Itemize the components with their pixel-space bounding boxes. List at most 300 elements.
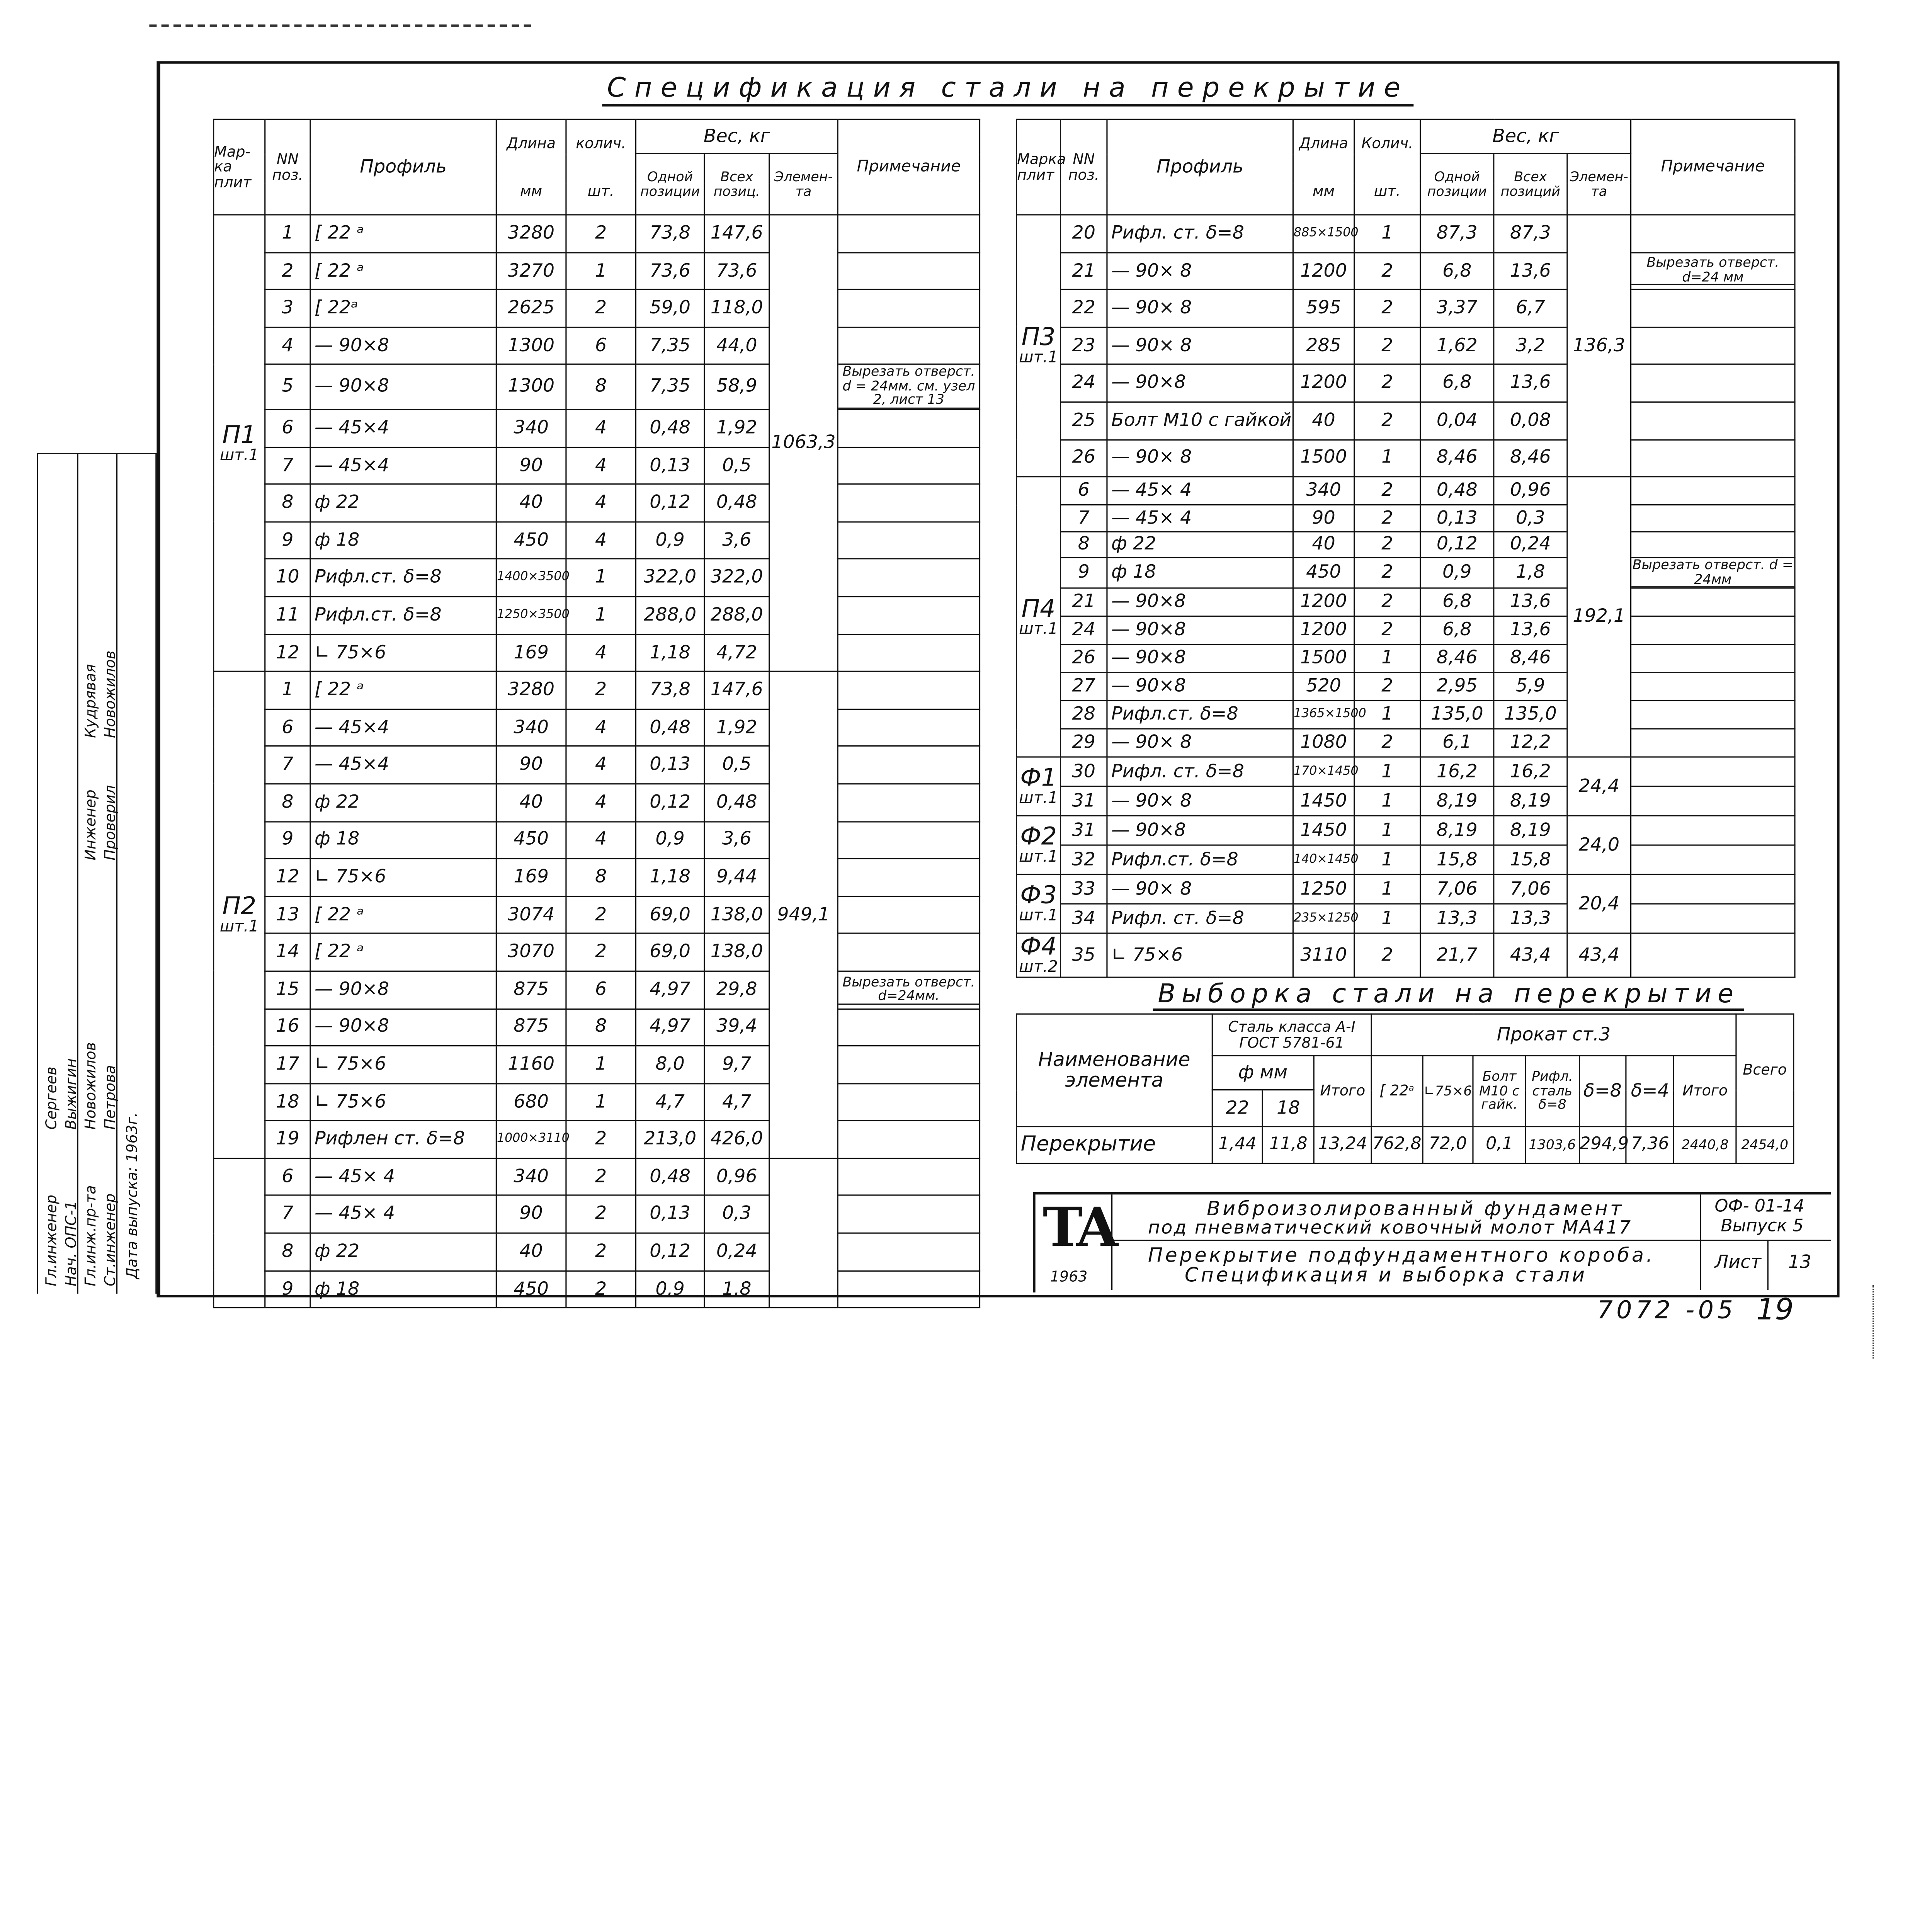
left-qty: 4 bbox=[566, 634, 636, 672]
right-qty: 2 bbox=[1354, 558, 1420, 588]
left-qty: 2 bbox=[566, 1196, 636, 1233]
left-length: 3070 bbox=[496, 934, 566, 971]
left-note bbox=[838, 859, 980, 896]
left-profile: ф 22 bbox=[310, 784, 496, 821]
right-note bbox=[1631, 875, 1795, 904]
right-h-one: Одной позиции bbox=[1420, 154, 1494, 215]
left-qty: 2 bbox=[566, 1158, 636, 1196]
sample-steel-class: Сталь класса А-I ГОСТ 5781-61 bbox=[1212, 1014, 1372, 1056]
table-row bbox=[1017, 477, 1795, 505]
left-length: 90 bbox=[496, 447, 566, 484]
sample-value: 7,36 bbox=[1626, 1127, 1674, 1163]
right-qty: 2 bbox=[1354, 673, 1420, 701]
left-weight-one: 288,0 bbox=[636, 597, 704, 634]
left-pos: 19 bbox=[265, 1121, 310, 1158]
right-length: 3110 bbox=[1293, 934, 1354, 977]
left-weight-all: 0,5 bbox=[704, 447, 769, 484]
left-note bbox=[838, 559, 980, 597]
left-pos: 9 bbox=[265, 522, 310, 559]
table-row bbox=[214, 597, 980, 634]
right-note bbox=[1631, 402, 1795, 439]
right-note bbox=[1631, 439, 1795, 477]
table-row bbox=[214, 364, 980, 409]
right-group-total: 24,0 bbox=[1567, 816, 1631, 875]
left-profile: — 45×4 bbox=[310, 747, 496, 784]
table-row bbox=[214, 327, 980, 365]
left-pos: 12 bbox=[265, 859, 310, 896]
left-qty: 4 bbox=[566, 784, 636, 821]
table-row bbox=[214, 522, 980, 559]
left-pos: 17 bbox=[265, 1046, 310, 1083]
right-profile: Рифл.ст. δ=8 bbox=[1107, 845, 1293, 875]
right-weight-all: 1,8 bbox=[1494, 558, 1567, 588]
left-profile: — 90×8 bbox=[310, 364, 496, 409]
right-qty: 1 bbox=[1354, 845, 1420, 875]
right-weight-all: 12,2 bbox=[1494, 729, 1567, 757]
right-weight-one: 13,3 bbox=[1420, 904, 1494, 934]
left-pos: 1 bbox=[265, 215, 310, 252]
right-pos: 21 bbox=[1061, 252, 1107, 290]
right-weight-all: 0,24 bbox=[1494, 531, 1567, 558]
right-h-element: Элемен- та bbox=[1567, 154, 1631, 215]
sample-d18: 18 bbox=[1263, 1090, 1314, 1127]
left-note bbox=[838, 634, 980, 672]
left-weight-one: 322,0 bbox=[636, 559, 704, 597]
left-note bbox=[838, 327, 980, 365]
left-length: 450 bbox=[496, 1270, 566, 1308]
left-note bbox=[838, 821, 980, 859]
right-group-total: 24,4 bbox=[1567, 757, 1631, 816]
right-weight-one: 8,19 bbox=[1420, 787, 1494, 816]
side-top-role: Проверил bbox=[101, 785, 119, 861]
left-weight-all: 58,9 bbox=[704, 364, 769, 409]
left-length: 340 bbox=[496, 709, 566, 747]
stamp-sheet-label: Лист bbox=[1714, 1251, 1761, 1273]
sample-value: 13,24 bbox=[1314, 1127, 1371, 1163]
stamp-sheet-divider bbox=[1767, 1240, 1769, 1290]
table-row bbox=[1017, 402, 1795, 439]
table-row bbox=[214, 1196, 980, 1233]
right-pos: 30 bbox=[1061, 757, 1107, 787]
left-profile: ф 18 bbox=[310, 821, 496, 859]
left-note bbox=[838, 252, 980, 290]
stamp-sheet-number: 13 bbox=[1788, 1251, 1812, 1273]
left-pos: 7 bbox=[265, 1196, 310, 1233]
right-profile: — 90×8 bbox=[1107, 617, 1293, 645]
left-weight-one: 0,9 bbox=[636, 1270, 704, 1308]
right-weight-all: 8,19 bbox=[1494, 787, 1567, 816]
left-weight-one: 7,35 bbox=[636, 327, 704, 365]
left-length: 169 bbox=[496, 634, 566, 672]
table-row bbox=[214, 1270, 980, 1308]
right-weight-one: 8,46 bbox=[1420, 645, 1494, 673]
table-row bbox=[214, 971, 980, 1009]
right-note bbox=[1631, 558, 1795, 588]
left-profile: ф 22 bbox=[310, 484, 496, 522]
left-length: 90 bbox=[496, 747, 566, 784]
right-qty: 2 bbox=[1354, 290, 1420, 327]
left-note bbox=[838, 934, 980, 971]
right-note bbox=[1631, 645, 1795, 673]
right-group-mark: Ф3 шт.1 bbox=[1017, 875, 1061, 934]
left-weight-all: 0,48 bbox=[704, 784, 769, 821]
table-row bbox=[214, 484, 980, 522]
table-row bbox=[1017, 617, 1795, 645]
left-weight-one: 0,12 bbox=[636, 484, 704, 522]
right-weight-one: 15,8 bbox=[1420, 845, 1494, 875]
right-profile: — 90×8 bbox=[1107, 673, 1293, 701]
right-group-mark: П3 шт.1 bbox=[1017, 215, 1061, 477]
right-h-note: Примечание bbox=[1631, 119, 1795, 215]
left-note bbox=[838, 672, 980, 709]
sample-s8: δ=8 bbox=[1579, 1056, 1626, 1127]
left-pos: 8 bbox=[265, 784, 310, 821]
left-weight-one: 0,9 bbox=[636, 821, 704, 859]
stamp-title2: под пневматический ковочный молот МА417 bbox=[1148, 1216, 1632, 1239]
right-profile: — 90×8 bbox=[1107, 364, 1293, 402]
title-block bbox=[1033, 1192, 1831, 1293]
side-name: Новожилов bbox=[82, 1042, 99, 1130]
right-pos: 35 bbox=[1061, 934, 1107, 977]
right-qty: 1 bbox=[1354, 645, 1420, 673]
left-group-total: 1063,3 bbox=[769, 215, 838, 672]
left-note bbox=[838, 522, 980, 559]
left-qty: 4 bbox=[566, 484, 636, 522]
table-row bbox=[214, 672, 980, 709]
stamp-title1: Виброизолированный фундамент bbox=[1207, 1197, 1624, 1220]
left-length: 1400×3500 bbox=[496, 559, 566, 597]
left-weight-all: 1,92 bbox=[704, 709, 769, 747]
left-weight-all: 322,0 bbox=[704, 559, 769, 597]
table-row bbox=[1017, 439, 1795, 477]
right-group-mark: П4 шт.1 bbox=[1017, 477, 1061, 757]
left-weight-one: 0,12 bbox=[636, 1233, 704, 1270]
left-profile: — 45×4 bbox=[310, 410, 496, 447]
sample-value: 1303,6 bbox=[1526, 1127, 1579, 1163]
right-weight-all: 8,46 bbox=[1494, 645, 1567, 673]
left-group-mark bbox=[214, 1158, 265, 1308]
right-weight-all: 0,96 bbox=[1494, 477, 1567, 505]
right-pos: 29 bbox=[1061, 729, 1107, 757]
right-weight-one: 2,95 bbox=[1420, 673, 1494, 701]
right-length: 40 bbox=[1293, 402, 1354, 439]
left-length: 1000×3110 bbox=[496, 1121, 566, 1158]
left-h-note: Примечание bbox=[838, 119, 980, 215]
table-row bbox=[1017, 364, 1795, 402]
right-h-marka: Марка плит bbox=[1017, 119, 1061, 215]
right-weight-all: 0,3 bbox=[1494, 505, 1567, 531]
left-pos: 14 bbox=[265, 934, 310, 971]
left-qty: 4 bbox=[566, 747, 636, 784]
sample-value: 11,8 bbox=[1263, 1127, 1314, 1163]
right-profile: ф 22 bbox=[1107, 531, 1293, 558]
right-qty: 2 bbox=[1354, 588, 1420, 617]
right-profile: — 90×8 bbox=[1107, 588, 1293, 617]
left-pos: 1 bbox=[265, 672, 310, 709]
left-pos: 12 bbox=[265, 634, 310, 672]
left-length: 1250×3500 bbox=[496, 597, 566, 634]
left-weight-all: 73,6 bbox=[704, 252, 769, 290]
left-weight-all: 9,44 bbox=[704, 859, 769, 896]
table-row bbox=[214, 559, 980, 597]
right-profile: — 90× 8 bbox=[1107, 787, 1293, 816]
sample-value: 2440,8 bbox=[1674, 1127, 1736, 1163]
right-h-weight: Вес, кг bbox=[1420, 119, 1631, 154]
left-weight-all: 138,0 bbox=[704, 896, 769, 934]
left-pos: 4 bbox=[265, 327, 310, 365]
right-qty: 2 bbox=[1354, 531, 1420, 558]
left-note bbox=[838, 747, 980, 784]
left-qty: 6 bbox=[566, 327, 636, 365]
table-row bbox=[214, 252, 980, 290]
right-spec-table bbox=[1016, 119, 1796, 978]
right-weight-all: 15,8 bbox=[1494, 845, 1567, 875]
right-length: 595 bbox=[1293, 290, 1354, 327]
table-row bbox=[214, 1121, 980, 1158]
side-top-name: Кудрявая bbox=[82, 664, 99, 738]
right-length: 1500 bbox=[1293, 645, 1354, 673]
left-weight-all: 0,5 bbox=[704, 747, 769, 784]
left-weight-all: 147,6 bbox=[704, 672, 769, 709]
left-weight-all: 138,0 bbox=[704, 934, 769, 971]
left-note bbox=[838, 1083, 980, 1121]
side-top-name: Новожилов bbox=[101, 650, 119, 738]
right-weight-all: 13,6 bbox=[1494, 252, 1567, 290]
right-note bbox=[1631, 757, 1795, 787]
left-note bbox=[838, 447, 980, 484]
right-note bbox=[1631, 729, 1795, 757]
right-length: 1450 bbox=[1293, 787, 1354, 816]
sample-itogo2: Итого bbox=[1674, 1056, 1736, 1127]
table-row bbox=[1017, 558, 1795, 588]
right-qty: 1 bbox=[1354, 757, 1420, 787]
side-bottom-block bbox=[38, 650, 197, 1291]
right-pos: 27 bbox=[1061, 673, 1107, 701]
right-weight-all: 6,7 bbox=[1494, 290, 1567, 327]
right-note bbox=[1631, 701, 1795, 729]
table-row bbox=[1017, 673, 1795, 701]
table-row bbox=[1017, 816, 1795, 845]
right-profile: Болт М10 с гайкой bbox=[1107, 402, 1293, 439]
right-profile: — 90×8 bbox=[1107, 816, 1293, 845]
left-weight-all: 39,4 bbox=[704, 1009, 769, 1046]
right-pos: 31 bbox=[1061, 816, 1107, 845]
left-pos: 9 bbox=[265, 821, 310, 859]
right-note bbox=[1631, 816, 1795, 845]
left-qty: 1 bbox=[566, 252, 636, 290]
left-length: 3074 bbox=[496, 896, 566, 934]
left-length: 875 bbox=[496, 1009, 566, 1046]
left-length: 680 bbox=[496, 1083, 566, 1121]
right-length: 1080 bbox=[1293, 729, 1354, 757]
left-pos: 6 bbox=[265, 709, 310, 747]
left-h-all: Всех позиц. bbox=[704, 154, 769, 215]
left-weight-one: 1,18 bbox=[636, 634, 704, 672]
left-weight-one: 0,12 bbox=[636, 784, 704, 821]
left-note bbox=[838, 1009, 980, 1046]
right-weight-one: 0,48 bbox=[1420, 477, 1494, 505]
table-row bbox=[1017, 252, 1795, 290]
right-profile: — 90×8 bbox=[1107, 645, 1293, 673]
right-note bbox=[1631, 673, 1795, 701]
left-length: 3280 bbox=[496, 215, 566, 252]
left-h-profile: Профиль bbox=[310, 119, 496, 215]
left-note bbox=[838, 1270, 980, 1308]
right-h-all: Всех позиций bbox=[1494, 154, 1567, 215]
left-length: 1160 bbox=[496, 1046, 566, 1083]
right-length: 90 bbox=[1293, 505, 1354, 531]
sample-rifl: Рифл. сталь δ=8 bbox=[1526, 1056, 1579, 1127]
left-note bbox=[838, 1233, 980, 1270]
left-weight-one: 69,0 bbox=[636, 934, 704, 971]
right-weight-one: 6,8 bbox=[1420, 252, 1494, 290]
left-profile: — 45×4 bbox=[310, 447, 496, 484]
right-note bbox=[1631, 904, 1795, 934]
table-row bbox=[214, 1083, 980, 1121]
right-weight-one: 6,8 bbox=[1420, 588, 1494, 617]
sample-bolt: Болт М10 с гайк. bbox=[1473, 1056, 1526, 1127]
side-stamp bbox=[37, 453, 158, 1294]
left-pos: 2 bbox=[265, 252, 310, 290]
right-qty: 1 bbox=[1354, 787, 1420, 816]
right-length: 140×1450 bbox=[1293, 845, 1354, 875]
right-group-total: 192,1 bbox=[1567, 477, 1631, 757]
right-length: 1200 bbox=[1293, 588, 1354, 617]
right-note bbox=[1631, 934, 1795, 977]
left-qty: 2 bbox=[566, 934, 636, 971]
left-weight-all: 3,6 bbox=[704, 522, 769, 559]
stamp-sub2: Спецификация и выборка стали bbox=[1185, 1263, 1587, 1286]
right-group-mark: Ф1 шт.1 bbox=[1017, 757, 1061, 816]
sample-diam: ф мм bbox=[1212, 1056, 1314, 1090]
left-weight-one: 4,97 bbox=[636, 1009, 704, 1046]
left-qty: 4 bbox=[566, 522, 636, 559]
right-profile: — 90× 8 bbox=[1107, 290, 1293, 327]
left-weight-one: 73,8 bbox=[636, 215, 704, 252]
right-group-total: 43,4 bbox=[1567, 934, 1631, 977]
left-note bbox=[838, 290, 980, 327]
right-note bbox=[1631, 505, 1795, 531]
right-weight-all: 16,2 bbox=[1494, 757, 1567, 787]
table-row bbox=[1017, 701, 1795, 729]
right-note bbox=[1631, 845, 1795, 875]
left-h-one: Одной позиции bbox=[636, 154, 704, 215]
right-weight-one: 0,9 bbox=[1420, 558, 1494, 588]
stamp-divider-h bbox=[1111, 1240, 1831, 1241]
left-length: 1300 bbox=[496, 327, 566, 365]
left-group-total bbox=[769, 1158, 838, 1308]
right-pos: 24 bbox=[1061, 617, 1107, 645]
left-pos: 15 bbox=[265, 971, 310, 1009]
left-qty: 8 bbox=[566, 364, 636, 409]
left-profile: [ 22 ᵃ bbox=[310, 896, 496, 934]
right-length: 340 bbox=[1293, 477, 1354, 505]
left-weight-all: 118,0 bbox=[704, 290, 769, 327]
left-weight-one: 0,13 bbox=[636, 447, 704, 484]
right-weight-one: 0,12 bbox=[1420, 531, 1494, 558]
left-note bbox=[838, 1121, 980, 1158]
top-scan-line bbox=[149, 24, 531, 27]
left-weight-all: 44,0 bbox=[704, 327, 769, 365]
left-pos: 11 bbox=[265, 597, 310, 634]
left-weight-all: 147,6 bbox=[704, 215, 769, 252]
side-name: Выжигин bbox=[62, 1058, 80, 1130]
table-row bbox=[214, 290, 980, 327]
left-spec-table bbox=[213, 119, 980, 1309]
right-qty: 2 bbox=[1354, 617, 1420, 645]
table-row bbox=[1017, 645, 1795, 673]
left-weight-one: 73,8 bbox=[636, 672, 704, 709]
stamp-sub1: Перекрытие подфундаментного короба. bbox=[1148, 1243, 1655, 1267]
right-length: 285 bbox=[1293, 327, 1354, 365]
right-note bbox=[1631, 588, 1795, 617]
left-pos: 16 bbox=[265, 1009, 310, 1046]
right-qty: 2 bbox=[1354, 477, 1420, 505]
left-qty: 2 bbox=[566, 1233, 636, 1270]
left-length: 340 bbox=[496, 1158, 566, 1196]
left-weight-one: 0,9 bbox=[636, 522, 704, 559]
left-length: 1300 bbox=[496, 364, 566, 409]
right-pos: 26 bbox=[1061, 439, 1107, 477]
left-h-length: Длина мм bbox=[496, 119, 566, 215]
left-weight-all: 0,48 bbox=[704, 484, 769, 522]
table-row bbox=[1017, 531, 1795, 558]
left-weight-one: 0,48 bbox=[636, 709, 704, 747]
stamp-code: ОФ- 01-14 bbox=[1714, 1197, 1804, 1217]
right-profile: ф 18 bbox=[1107, 558, 1293, 588]
left-qty: 1 bbox=[566, 1046, 636, 1083]
left-qty: 4 bbox=[566, 709, 636, 747]
left-qty: 8 bbox=[566, 1009, 636, 1046]
left-pos: 9 bbox=[265, 1270, 310, 1308]
right-qty: 1 bbox=[1354, 904, 1420, 934]
right-h-length: Длина мм bbox=[1293, 119, 1354, 215]
right-weight-all: 13,3 bbox=[1494, 904, 1567, 934]
right-length: 1250 bbox=[1293, 875, 1354, 904]
edge-marks bbox=[1872, 1285, 1874, 1359]
left-profile: — 90×8 bbox=[310, 971, 496, 1009]
left-qty: 2 bbox=[566, 215, 636, 252]
right-weight-all: 13,6 bbox=[1494, 588, 1567, 617]
left-h-marka: Мар- ка плит bbox=[214, 119, 265, 215]
bottom-code: 7072 -05 bbox=[1597, 1295, 1737, 1325]
left-profile: Рифл.ст. δ=8 bbox=[310, 559, 496, 597]
sample-itogo: Итого bbox=[1314, 1056, 1371, 1127]
left-weight-all: 426,0 bbox=[704, 1121, 769, 1158]
side-top-role: Инженер bbox=[82, 789, 99, 861]
table-row bbox=[214, 784, 980, 821]
right-weight-all: 43,4 bbox=[1494, 934, 1567, 977]
right-pos: 23 bbox=[1061, 327, 1107, 365]
left-pos: 8 bbox=[265, 1233, 310, 1270]
right-profile: Рифл. ст. δ=8 bbox=[1107, 904, 1293, 934]
left-qty: 2 bbox=[566, 672, 636, 709]
table-row bbox=[1017, 787, 1795, 816]
left-length: 169 bbox=[496, 859, 566, 896]
right-pos: 9 bbox=[1061, 558, 1107, 588]
right-weight-all: 13,6 bbox=[1494, 364, 1567, 402]
right-pos: 25 bbox=[1061, 402, 1107, 439]
left-qty: 2 bbox=[566, 290, 636, 327]
spec-title: Спецификация стали на перекрытие bbox=[602, 73, 1414, 107]
left-note bbox=[838, 896, 980, 934]
left-weight-all: 3,6 bbox=[704, 821, 769, 859]
right-profile: — 45× 4 bbox=[1107, 477, 1293, 505]
right-group-mark: Ф4 шт.2 bbox=[1017, 934, 1061, 977]
right-note bbox=[1631, 617, 1795, 645]
right-h-qty: Колич. шт. bbox=[1354, 119, 1420, 215]
table-row bbox=[214, 896, 980, 934]
